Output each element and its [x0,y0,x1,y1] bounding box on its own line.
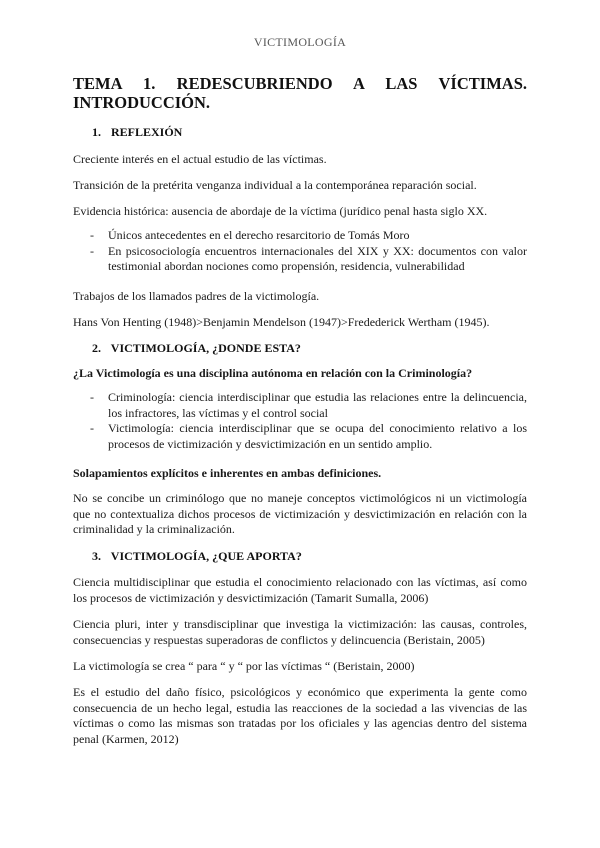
title-line-1: TEMA 1. REDESCUBRIENDO A LAS VÍCTIMAS. [73,74,527,93]
section-3-number: 3. [92,549,101,563]
bullet-dash: - [90,421,94,435]
list-item-text: Únicos antecedentes en el derecho resarcitorio de Tomás Moro [108,228,410,242]
list-item-text: Criminología: ciencia interdisciplinar que estudia las relaciones entre la delincuencia, los infractores, las víctimas y el control social [108,390,527,420]
list-item [90,421,527,452]
paragraph: Trabajos de los llamados padres de la victimología. [73,289,320,303]
section-2-heading [92,341,301,356]
bullet-list [90,390,527,452]
title-line-2: INTRODUCCIÓN. [73,93,211,112]
list-item [90,228,527,244]
section-2-number: 2. [92,341,101,355]
paragraph: Ciencia multidisciplinar que estudia el conocimiento relacionado con las víctimas, así como los procesos de victimización y desvictimización (Tamarit Sumalla, 2006) [73,575,527,605]
overlap-statement: Solapamientos explícitos e inherentes en ambas definiciones. [73,466,382,480]
section-1-title: REFLEXIÓN [111,125,183,139]
bullet-list [90,228,527,275]
section-2-question: ¿La Victimología es una disciplina autónoma en relación con la Criminología? [73,366,473,380]
paragraph: Ciencia pluri, inter y transdisciplinar que investiga la victimización: las causas, controles, consecuencias y respuestas superadoras de conflictos y delincuencia (Beristain, 2005) [73,617,527,647]
bullet-dash: - [90,390,94,404]
section-1-heading [92,125,182,140]
paragraph: Evidencia histórica: ausencia de abordaje de la víctima (jurídico penal hasta siglo XX. [73,204,488,218]
paragraph: Hans Von Henting (1948)>Benjamin Mendelson (1947)>Fredederick Wertham (1945). [73,315,490,329]
list-item [90,390,527,421]
paragraph: La victimología se crea “ para “ y “ por las víctimas “ (Beristain, 2000) [73,659,415,673]
section-3-title: VICTIMOLOGÍA, ¿QUE APORTA? [110,549,302,563]
list-item-text: En psicosociología encuentros internacionales del XIX y XX: documentos con valor testimonial abordan nociones como propensión, residencia, vulnerabilidad [108,243,527,273]
section-2-title: VICTIMOLOGÍA, ¿DONDE ESTA? [110,341,301,355]
bullet-dash: - [90,228,94,242]
paragraph: Es el estudio del daño físico, psicológicos y económico que experimenta la gente como consecuencia de un hecho legal, estudia las reacciones de la sociedad a las vivencias de las víctimas o como las mismas son tratadas por los oficiales y las agencias dentro del sistema penal (Karmen, 2012) [73,685,527,746]
list-item [90,244,527,275]
paragraph: Transición de la pretérita venganza individual a la contemporánea reparación social. [73,178,477,192]
page-title [73,74,527,112]
paragraph: Creciente interés en el actual estudio de las víctimas. [73,152,327,166]
running-header: VICTIMOLOGÍA [253,35,347,49]
section-1-number: 1. [92,125,101,139]
paragraph: No se concibe un criminólogo que no maneje conceptos victimológicos ni un victimología que no contextualiza dichos procesos de victimización y desvictimización en relación con la criminalidad y la criminalización. [73,491,527,536]
list-item-text: Victimología: ciencia interdisciplinar que se ocupa del conocimiento relativo a los procesos de victimización y desvictimización en un sentido amplio. [108,421,527,451]
section-3-heading [92,549,302,564]
bullet-dash: - [90,243,94,258]
